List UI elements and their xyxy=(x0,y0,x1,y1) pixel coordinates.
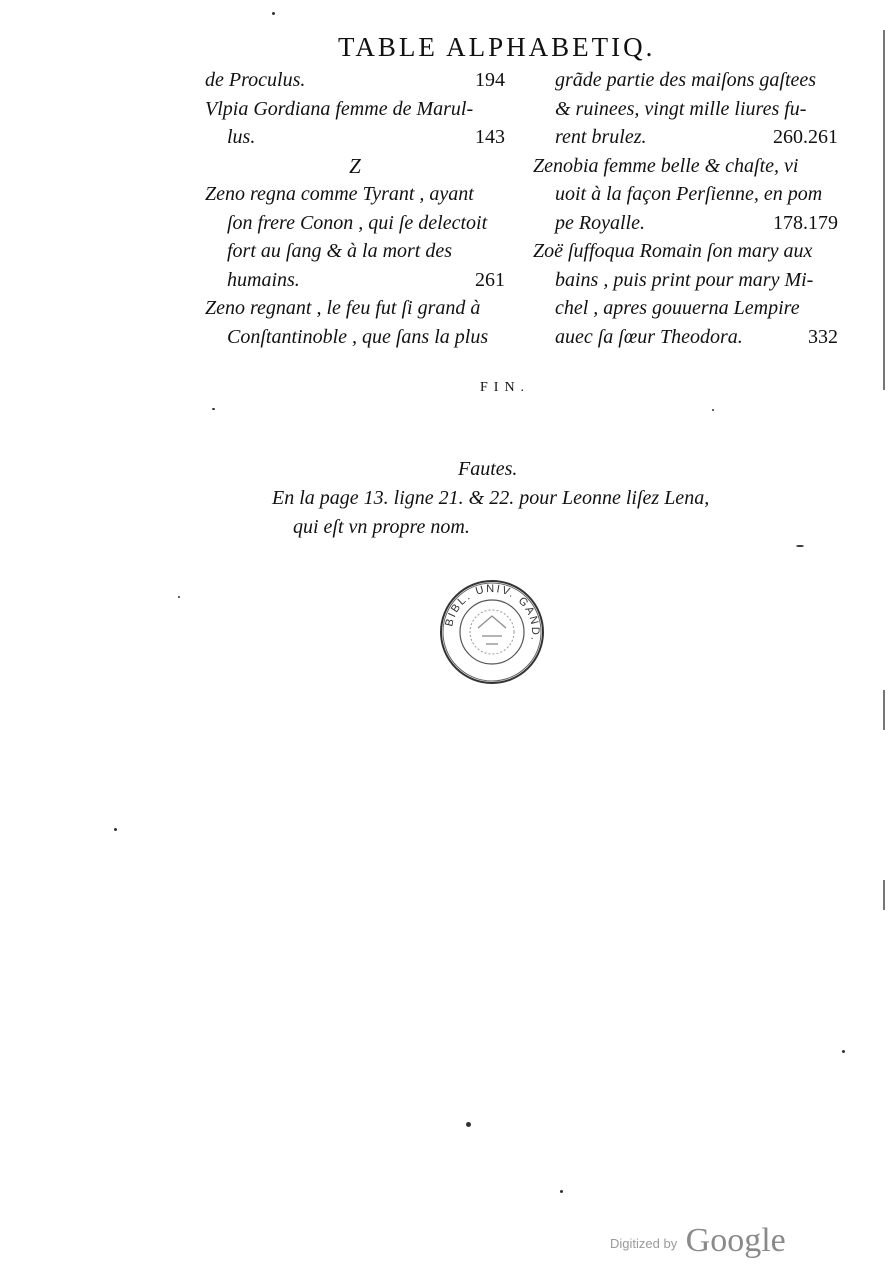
errata-line: En la page 13. ligne 21. & 22. pour Leonne liſez Lena, xyxy=(272,487,710,509)
page-reference: 194 xyxy=(475,69,505,91)
index-column-right xyxy=(533,66,838,351)
entry-text: chel , apres gouuerna Lempire xyxy=(555,297,800,319)
section-letter: Z xyxy=(349,153,361,178)
index-entry-line xyxy=(533,266,838,295)
svg-text:BIBL. UNIV. GAND.: BIBL. UNIV. GAND. xyxy=(443,582,542,644)
entry-text: uoit à la façon Perſienne, en pom xyxy=(555,183,823,205)
index-entry-line xyxy=(533,237,838,266)
page-edge xyxy=(883,30,885,390)
index-entry-line xyxy=(533,180,838,209)
scan-speck xyxy=(466,1122,471,1127)
index-entry-line xyxy=(533,209,838,238)
page-reference: 332 xyxy=(808,325,838,348)
entry-text: bains , puis print pour mary Mi- xyxy=(555,268,814,291)
entry-text: de Proculus. xyxy=(205,69,306,91)
scan-speck xyxy=(796,545,804,547)
page-edge xyxy=(883,690,885,730)
scan-speck xyxy=(272,12,275,15)
digitized-label: Digitized by xyxy=(610,1236,678,1251)
page-reference: 260.261 xyxy=(773,126,838,148)
index-entry-line xyxy=(205,209,505,238)
fin-mark: FIN. xyxy=(480,380,531,395)
index-entry-line xyxy=(205,66,505,95)
index-entry-line xyxy=(205,95,505,124)
scan-speck xyxy=(178,596,180,598)
entry-text: Zeno regna comme Tyrant , ayant xyxy=(205,183,474,205)
index-entry-line xyxy=(205,323,505,352)
index-entry-line xyxy=(205,123,505,152)
entry-text: Conſtantinoble , que ſans la plus xyxy=(227,325,489,348)
index-entry-line xyxy=(533,152,838,181)
scan-speck xyxy=(712,409,714,411)
page-edge xyxy=(883,880,885,910)
entry-text: Vlpia Gordiana femme de Marul- xyxy=(205,97,474,120)
entry-text: Zeno regnant , le feu fut ſi grand à xyxy=(205,297,481,319)
index-entry-line xyxy=(205,266,505,295)
scan-speck xyxy=(560,1190,563,1193)
entry-text: pe Royalle. xyxy=(555,211,645,234)
errata-title: Fautes. xyxy=(458,458,518,480)
entry-text: humains. xyxy=(227,268,300,291)
scan-speck xyxy=(212,408,215,410)
index-entry-line xyxy=(533,294,838,323)
index-entry-line xyxy=(533,66,838,95)
index-entry-line xyxy=(205,294,505,323)
entry-text: & ruinees, vingt mille liures fu- xyxy=(555,97,807,120)
entry-text: Zenobia femme belle & chaſte, vi xyxy=(533,154,799,177)
page-reference: 261 xyxy=(475,268,505,291)
index-entry-line xyxy=(205,237,505,266)
entry-text: rent brulez. xyxy=(555,126,647,148)
index-entry-line xyxy=(533,323,838,352)
errata-line: qui eſt vn propre nom. xyxy=(293,516,470,538)
index-entry-line xyxy=(205,180,505,209)
entry-text: lus. xyxy=(227,126,256,148)
running-header: TABLE ALPHABETIQ. xyxy=(338,32,656,62)
entry-text: fort au ſang & à la mort des xyxy=(227,240,453,262)
page-reference: 178.179 xyxy=(773,211,838,234)
index-column-left xyxy=(205,66,505,351)
scan-speck xyxy=(114,828,117,831)
entry-text: grãde partie des maiſons gaſtees xyxy=(555,69,817,91)
index-entry-line xyxy=(533,123,838,152)
library-stamp xyxy=(438,578,546,686)
entry-text: auec ſa ſœur Theodora. xyxy=(555,325,743,348)
index-entry-line xyxy=(533,95,838,124)
scan-speck xyxy=(842,1050,845,1053)
entry-text: Zoë ſuffoqua Romain ſon mary aux xyxy=(533,240,813,262)
digitized-by-footer xyxy=(610,1222,786,1260)
google-logo: Google xyxy=(685,1222,786,1259)
page-reference: 143 xyxy=(475,126,505,148)
entry-text: ſon frere Conon , qui ſe delectoit xyxy=(227,211,488,234)
